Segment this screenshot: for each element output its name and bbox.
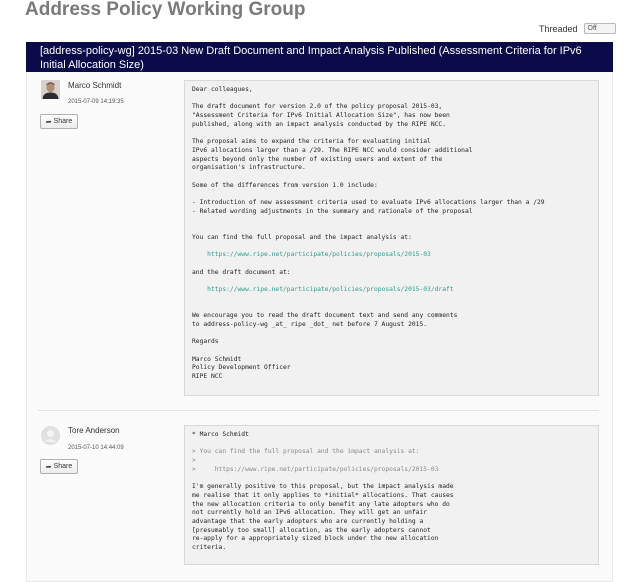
message-line: Policy Development Officer [192,364,291,372]
default-avatar-icon [41,426,60,445]
message-line: and the draft document at: [192,268,291,276]
share-button[interactable] [40,114,78,129]
threaded-toggle[interactable]: Off [584,23,616,34]
message-line [192,216,591,225]
page-title: Address Policy Working Group [25,0,306,20]
message-line [192,277,591,286]
share-icon: ➦ [45,118,52,126]
message-line: > You can find the full proposal and the impact analysis at: [192,448,420,456]
message-line: Some of the differences from version 1.0 include: [192,181,378,189]
message-line: criteria. [192,544,227,552]
message-line [192,440,591,449]
message-line: > [192,457,196,465]
share-icon: ➦ [45,463,52,471]
message-line: Regards [192,338,219,346]
message-line [192,330,591,339]
person-photo-icon [41,80,60,99]
message-author[interactable]: Tore Anderson [68,426,120,435]
message-line: [presumably too small] allocation, as the early adopters cannot [192,526,431,534]
message-line: The draft document for version 2.0 of the policy proposal 2015-03, [192,103,443,111]
message-line: to address-policy-wg _at_ ripe _dot_ net before 7 August 2015. [192,320,428,328]
message-line: published, along with an impact analysis conducted by the RIPE NCC. [192,120,447,128]
share-button[interactable] [40,459,78,474]
avatar [41,80,60,99]
message-line: We encourage you to read the draft document text and send any comments [192,312,458,320]
message-line [192,173,591,182]
message-line: Dear colleagues, [192,86,253,93]
message-line: "Assessment Criteria for IPv6 Initial Allocation Size", has now been [192,112,450,120]
message-line: * Marco Schmidt [192,431,249,438]
message-line: IPv6 allocations larger than a /29. The RIPE NCC would consider additional [192,146,473,154]
message-line [192,295,591,304]
message-line [192,190,591,199]
threaded-label: Threaded [539,23,578,34]
message-body [184,80,599,396]
message-date: 2015-07-09 14:19:35 [68,99,124,105]
message-divider [38,410,599,411]
message-line [192,95,591,104]
message-line: I'm generally positive to this proposal, but the impact analysis made [192,483,454,491]
message-date: 2015-07-10 14:44:09 [68,445,124,451]
message-line: organisation's infrastructure. [192,164,306,172]
message-line: re-apply for a appropriately sized block under the new allocation [192,535,439,543]
message-line [192,130,591,139]
message-line: me realise that it only applies to *initial* allocations. That causes [192,491,454,499]
message-line: advantage that the early adopters who are currently holding a [192,518,424,525]
message-line: aspects beyond only the number of existing users and extent of the [192,155,443,163]
message-line: You can find the full proposal and the impact analysis at: [192,233,412,241]
message-line: not currently hold an IPv6 allocation. They will get an unfair [192,509,428,517]
share-label: Share [53,463,73,470]
message-line: the new allocation criteria to only benefit any late adopters who do [192,500,450,508]
message-author[interactable]: Marco Schmidt [68,81,122,90]
thread-mode-control [539,23,616,34]
message-line: RIPE NCC [192,373,223,380]
message-line [192,243,591,252]
message-link[interactable]: https://www.ripe.net/participate/policies/proposals/2015-03/draft [192,286,454,294]
message-line: The proposal aims to expand the criteria for evaluating initial [192,138,431,146]
message-line [192,260,591,269]
avatar [41,426,60,445]
message-line [192,475,591,484]
message-link[interactable]: > https://www.ripe.net/participate/policies/proposals/2015-03 [192,465,439,473]
message-line: Marco Schmidt [192,355,242,363]
message-line [192,303,591,312]
message-line [192,347,591,356]
message-line: - Introduction of new assessment criteria used to evaluate IPv6 allocations larger than a /29 [192,199,545,207]
thread-subject: [address-policy-wg] 2015-03 New Draft Document and Impact Analysis Published (Assessment Criteria for IPv6 Initial Allocation Size) [26,42,613,72]
share-label: Share [53,118,73,125]
message-link[interactable]: https://www.ripe.net/participate/policies/proposals/2015-03 [192,251,431,259]
message-line [192,225,591,234]
message-line: - Related wording adjustments in the summary and rationale of the proposal [192,207,473,215]
message-body [184,425,599,565]
